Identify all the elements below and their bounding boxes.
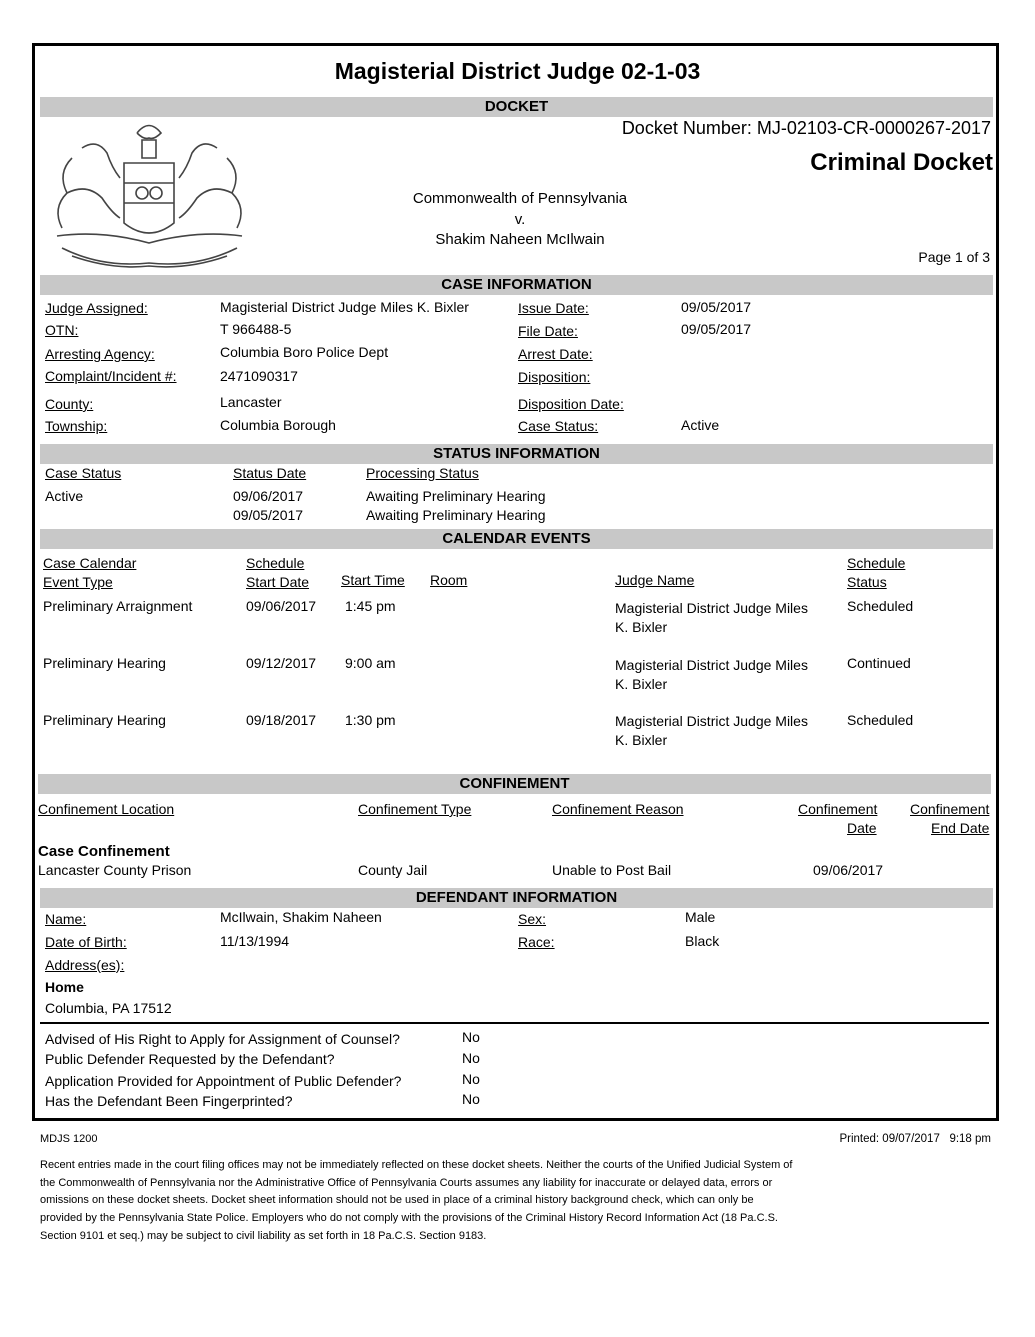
conf-location: Lancaster County Prison <box>38 862 192 878</box>
def-address-value: Columbia, PA 17512 <box>45 1000 172 1016</box>
conf-header-end-1: Confinement <box>910 801 990 817</box>
agency-value: Columbia Boro Police Dept <box>220 344 389 360</box>
disclaimer-line: the Commonwealth of Pennsylvania nor the Administrative Office of Pennsylvania Courts assumes any liability for inaccurate or delayed data, errors or <box>40 1177 773 1189</box>
conf-type: County Jail <box>358 862 428 878</box>
event-date: 09/12/2017 <box>246 655 317 671</box>
event-status: Scheduled <box>847 598 914 614</box>
event-judge-cont: K. Bixler <box>615 676 668 692</box>
page-indicator: Page 1 of 3 <box>918 249 990 265</box>
disclaimer-line: omissions on these docket sheets. Docket sheet information should not be used in place of a criminal history background check, which can only be <box>40 1194 754 1206</box>
judge-value: Magisterial District Judge Miles K. Bixler <box>220 299 469 315</box>
calendar-events-bar: CALENDAR EVENTS <box>40 529 993 549</box>
question: Has the Defendant Been Fingerprinted? <box>45 1093 293 1109</box>
court-title: Magisterial District Judge 02-1-03 <box>334 58 701 84</box>
def-name-value: McIlwain, Shakim Naheen <box>220 909 382 925</box>
conf-header-reason: Confinement Reason <box>552 801 684 817</box>
event-judge: Magisterial District Judge Miles <box>615 600 808 616</box>
event-judge: Magisterial District Judge Miles <box>615 657 808 673</box>
status-col-case-status: Case Status <box>45 465 122 481</box>
def-address-type: Home <box>45 979 84 995</box>
county-label: County: <box>45 396 94 412</box>
cal-header-event-1: Case Calendar <box>43 555 137 571</box>
event-judge-cont: K. Bixler <box>615 732 668 748</box>
county-value: Lancaster <box>220 394 282 410</box>
cal-header-sched-1: Schedule <box>246 555 305 571</box>
judge-label: Judge Assigned: <box>45 300 148 316</box>
defendant-information-bar: DEFENDANT INFORMATION <box>40 888 993 908</box>
answer: No <box>462 1029 480 1045</box>
plaintiff: Commonwealth of Pennsylvania <box>412 190 628 207</box>
case-information-bar: CASE INFORMATION <box>40 275 993 295</box>
conf-date: 09/06/2017 <box>813 862 884 878</box>
confinement-bar: CONFINEMENT <box>38 774 991 794</box>
case-status-value: Active <box>681 417 720 433</box>
docket-number: Docket Number: MJ-02103-CR-0000267-2017 <box>621 118 991 138</box>
event-time: 1:30 pm <box>345 712 396 728</box>
def-dob-value: 11/13/1994 <box>220 933 290 949</box>
event-type: Preliminary Hearing <box>43 655 166 671</box>
docket-type: Criminal Docket <box>810 149 993 176</box>
otn-value: T 966488-5 <box>220 321 292 337</box>
complaint-label: Complaint/Incident #: <box>45 368 177 384</box>
status-row-processing: Awaiting Preliminary Hearing <box>366 488 546 504</box>
cal-header-sched-2: Start Date <box>246 574 310 590</box>
def-race-value: Black <box>685 933 720 949</box>
conf-header-type: Confinement Type <box>358 801 472 817</box>
disclaimer-line: Recent entries made in the court filing offices may not be immediately reflected on these docket sheets. Neither the courts of the Unified Judicial System of <box>40 1159 793 1171</box>
def-sex-value: Male <box>685 909 716 925</box>
event-status: Scheduled <box>847 712 914 728</box>
event-judge: Magisterial District Judge Miles <box>615 713 808 729</box>
status-row-processing: Awaiting Preliminary Hearing <box>366 507 546 523</box>
cal-header-status-2: Status <box>847 574 887 590</box>
status-col-processing: Processing Status <box>366 465 479 481</box>
status-information-bar: STATUS INFORMATION <box>40 444 993 464</box>
defendant-caption: Shakim Naheen McIlwain <box>435 231 605 248</box>
printed-timestamp: Printed: 09/07/2017 9:18 pm <box>839 1133 991 1145</box>
event-time: 9:00 am <box>345 655 396 671</box>
event-time: 1:45 pm <box>345 598 396 614</box>
conf-header-date-2: Date <box>847 820 877 836</box>
question: Public Defender Requested by the Defendant? <box>45 1051 335 1067</box>
disclaimer-line: provided by the Pennsylvania State Police. Employers who do not comply with the provisions of the Criminal History Record Information Act (18 Pa.C.S. <box>40 1212 778 1224</box>
file-date-label: File Date: <box>518 323 578 339</box>
def-address-label: Address(es): <box>45 957 125 973</box>
def-name-label: Name: <box>45 911 87 927</box>
question: Application Provided for Appointment of Public Defender? <box>45 1073 402 1089</box>
answer: No <box>462 1091 480 1107</box>
section-divider <box>40 1022 989 1024</box>
arrest-date-label: Arrest Date: <box>518 346 593 362</box>
otn-label: OTN: <box>45 322 79 338</box>
def-dob-label: Date of Birth: <box>45 934 127 950</box>
conf-header-date-1: Confinement <box>798 801 878 817</box>
disposition-date-label: Disposition Date: <box>518 396 624 412</box>
conf-header-end-2: End Date <box>931 820 990 836</box>
event-date: 09/18/2017 <box>246 712 317 728</box>
cal-header-room: Room <box>430 572 468 588</box>
status-row-date: 09/06/2017 <box>233 488 304 504</box>
cal-header-time: Start Time <box>341 572 405 588</box>
issue-date-value: 09/05/2017 <box>681 299 752 315</box>
township-value: Columbia Borough <box>220 417 336 433</box>
cal-header-event-2: Event Type <box>43 574 113 590</box>
disposition-label: Disposition: <box>518 369 591 385</box>
disclaimer-line: Section 9101 et seq.) may be subject to civil liability as set forth in 18 Pa.C.S. Section 9183. <box>40 1230 487 1242</box>
def-race-label: Race: <box>518 934 555 950</box>
event-type: Preliminary Hearing <box>43 712 166 728</box>
file-date-value: 09/05/2017 <box>681 321 752 337</box>
status-case-status-value: Active <box>45 488 84 504</box>
def-sex-label: Sex: <box>518 911 547 927</box>
cal-header-status-1: Schedule <box>847 555 906 571</box>
cal-header-judge: Judge Name <box>615 572 695 588</box>
issue-date-label: Issue Date: <box>518 300 589 316</box>
answer: No <box>462 1050 480 1066</box>
pennsylvania-seal-icon <box>42 118 257 268</box>
case-confinement-heading: Case Confinement <box>38 843 170 860</box>
answer: No <box>462 1071 480 1087</box>
docket-bar: DOCKET <box>40 97 993 117</box>
question: Advised of His Right to Apply for Assignment of Counsel? <box>45 1031 400 1047</box>
event-status: Continued <box>847 655 911 671</box>
status-row-date: 09/05/2017 <box>233 507 304 523</box>
versus: v. <box>514 211 526 228</box>
township-label: Township: <box>45 418 108 434</box>
conf-reason: Unable to Post Bail <box>552 862 672 878</box>
case-status-label: Case Status: <box>518 418 599 434</box>
event-date: 09/06/2017 <box>246 598 317 614</box>
complaint-value: 2471090317 <box>220 368 298 384</box>
agency-label: Arresting Agency: <box>45 346 155 362</box>
form-id: MDJS 1200 <box>40 1133 98 1145</box>
event-judge-cont: K. Bixler <box>615 619 668 635</box>
event-type: Preliminary Arraignment <box>43 598 193 614</box>
status-col-status-date: Status Date <box>233 465 307 481</box>
conf-header-location: Confinement Location <box>38 801 175 817</box>
